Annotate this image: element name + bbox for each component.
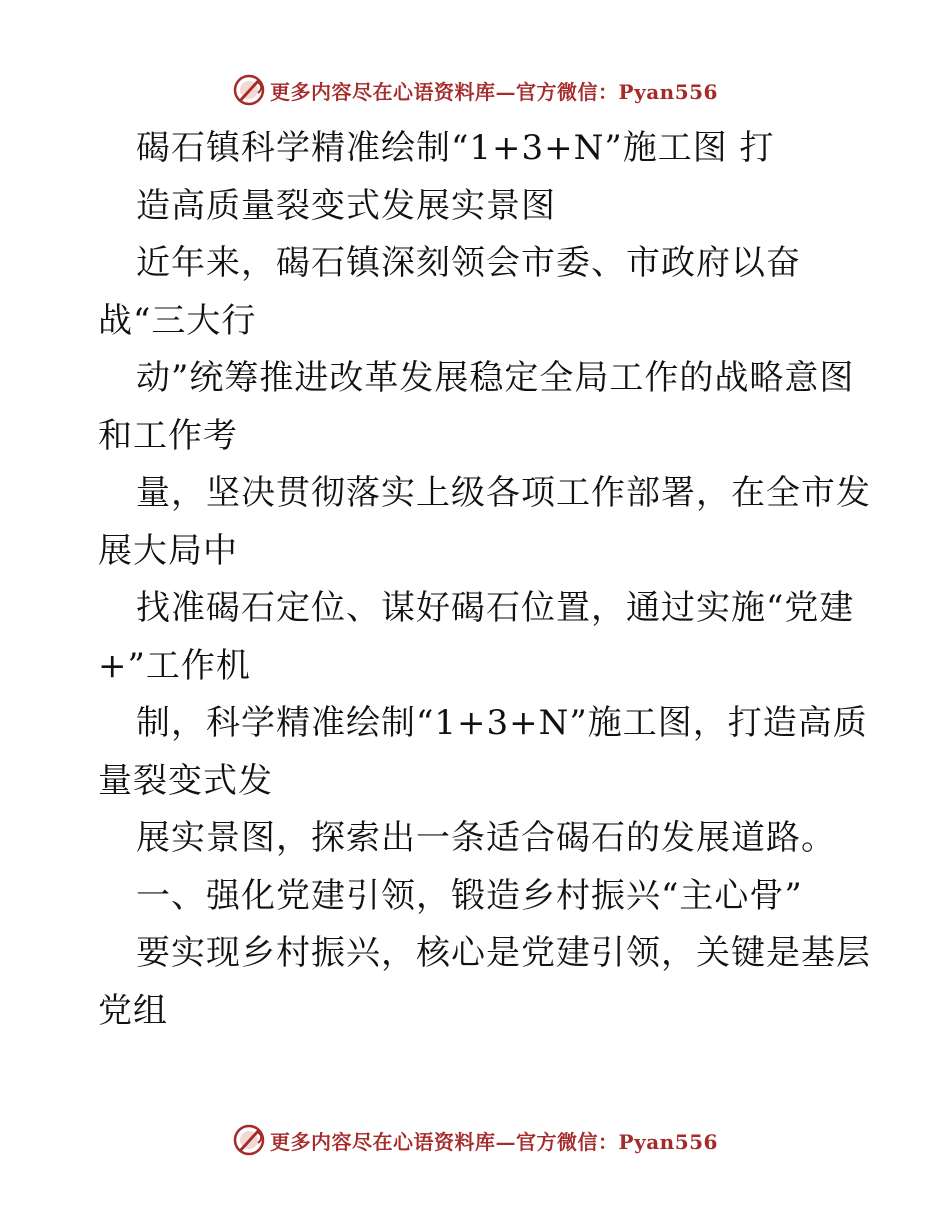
watermark-dash: — bbox=[495, 1129, 517, 1154]
text-line: 制，科学精准绘制“1+3+N”施工图，打造高质 bbox=[136, 703, 868, 743]
watermark-text bbox=[270, 76, 718, 105]
text-line: 和工作考 bbox=[98, 415, 238, 456]
text-line: 量，坚决贯彻落实上级各项工作部署，在全市发 bbox=[136, 473, 871, 513]
quill-logo-icon bbox=[232, 73, 266, 107]
quill-logo-icon bbox=[232, 1123, 266, 1157]
text-line: 碣石镇科学精准绘制“1+3+N”施工图 打 bbox=[136, 128, 775, 168]
text-line: 展实景图，探索出一条适合碣石的发展道路。 bbox=[136, 818, 836, 858]
document-body bbox=[98, 120, 871, 1040]
text-line: 战“三大行 bbox=[98, 300, 257, 341]
text-line: 找准碣石定位、谋好碣石位置，通过实施“党建 bbox=[136, 588, 855, 628]
watermark-text bbox=[270, 1126, 718, 1155]
watermark-dash: — bbox=[495, 79, 517, 104]
text-line: 造高质量裂变式发展实景图 bbox=[136, 185, 556, 226]
footer-watermark bbox=[0, 1120, 950, 1160]
text-line: 党组 bbox=[98, 990, 168, 1031]
watermark-tail: 官方微信：Pyan556 bbox=[516, 79, 718, 104]
text-line: 近年来，碣石镇深刻领会市委、市政府以奋 bbox=[136, 243, 801, 283]
watermark-main: 更多内容尽在心语资料库 bbox=[270, 1129, 496, 1154]
text-line: 量裂变式发 bbox=[98, 760, 273, 801]
text-line: 动”统筹推进改革发展稳定全局工作的战略意图 bbox=[136, 358, 855, 398]
text-line: 一、强化党建引领，锻造乡村振兴“主心骨” bbox=[136, 875, 803, 916]
watermark-main: 更多内容尽在心语资料库 bbox=[270, 79, 496, 104]
header-watermark bbox=[0, 70, 950, 110]
watermark-tail: 官方微信：Pyan556 bbox=[516, 1129, 718, 1154]
text-line: 要实现乡村振兴，核心是党建引领，关键是基层 bbox=[136, 933, 871, 973]
text-line: +”工作机 bbox=[98, 645, 251, 686]
text-line: 展大局中 bbox=[98, 530, 238, 571]
